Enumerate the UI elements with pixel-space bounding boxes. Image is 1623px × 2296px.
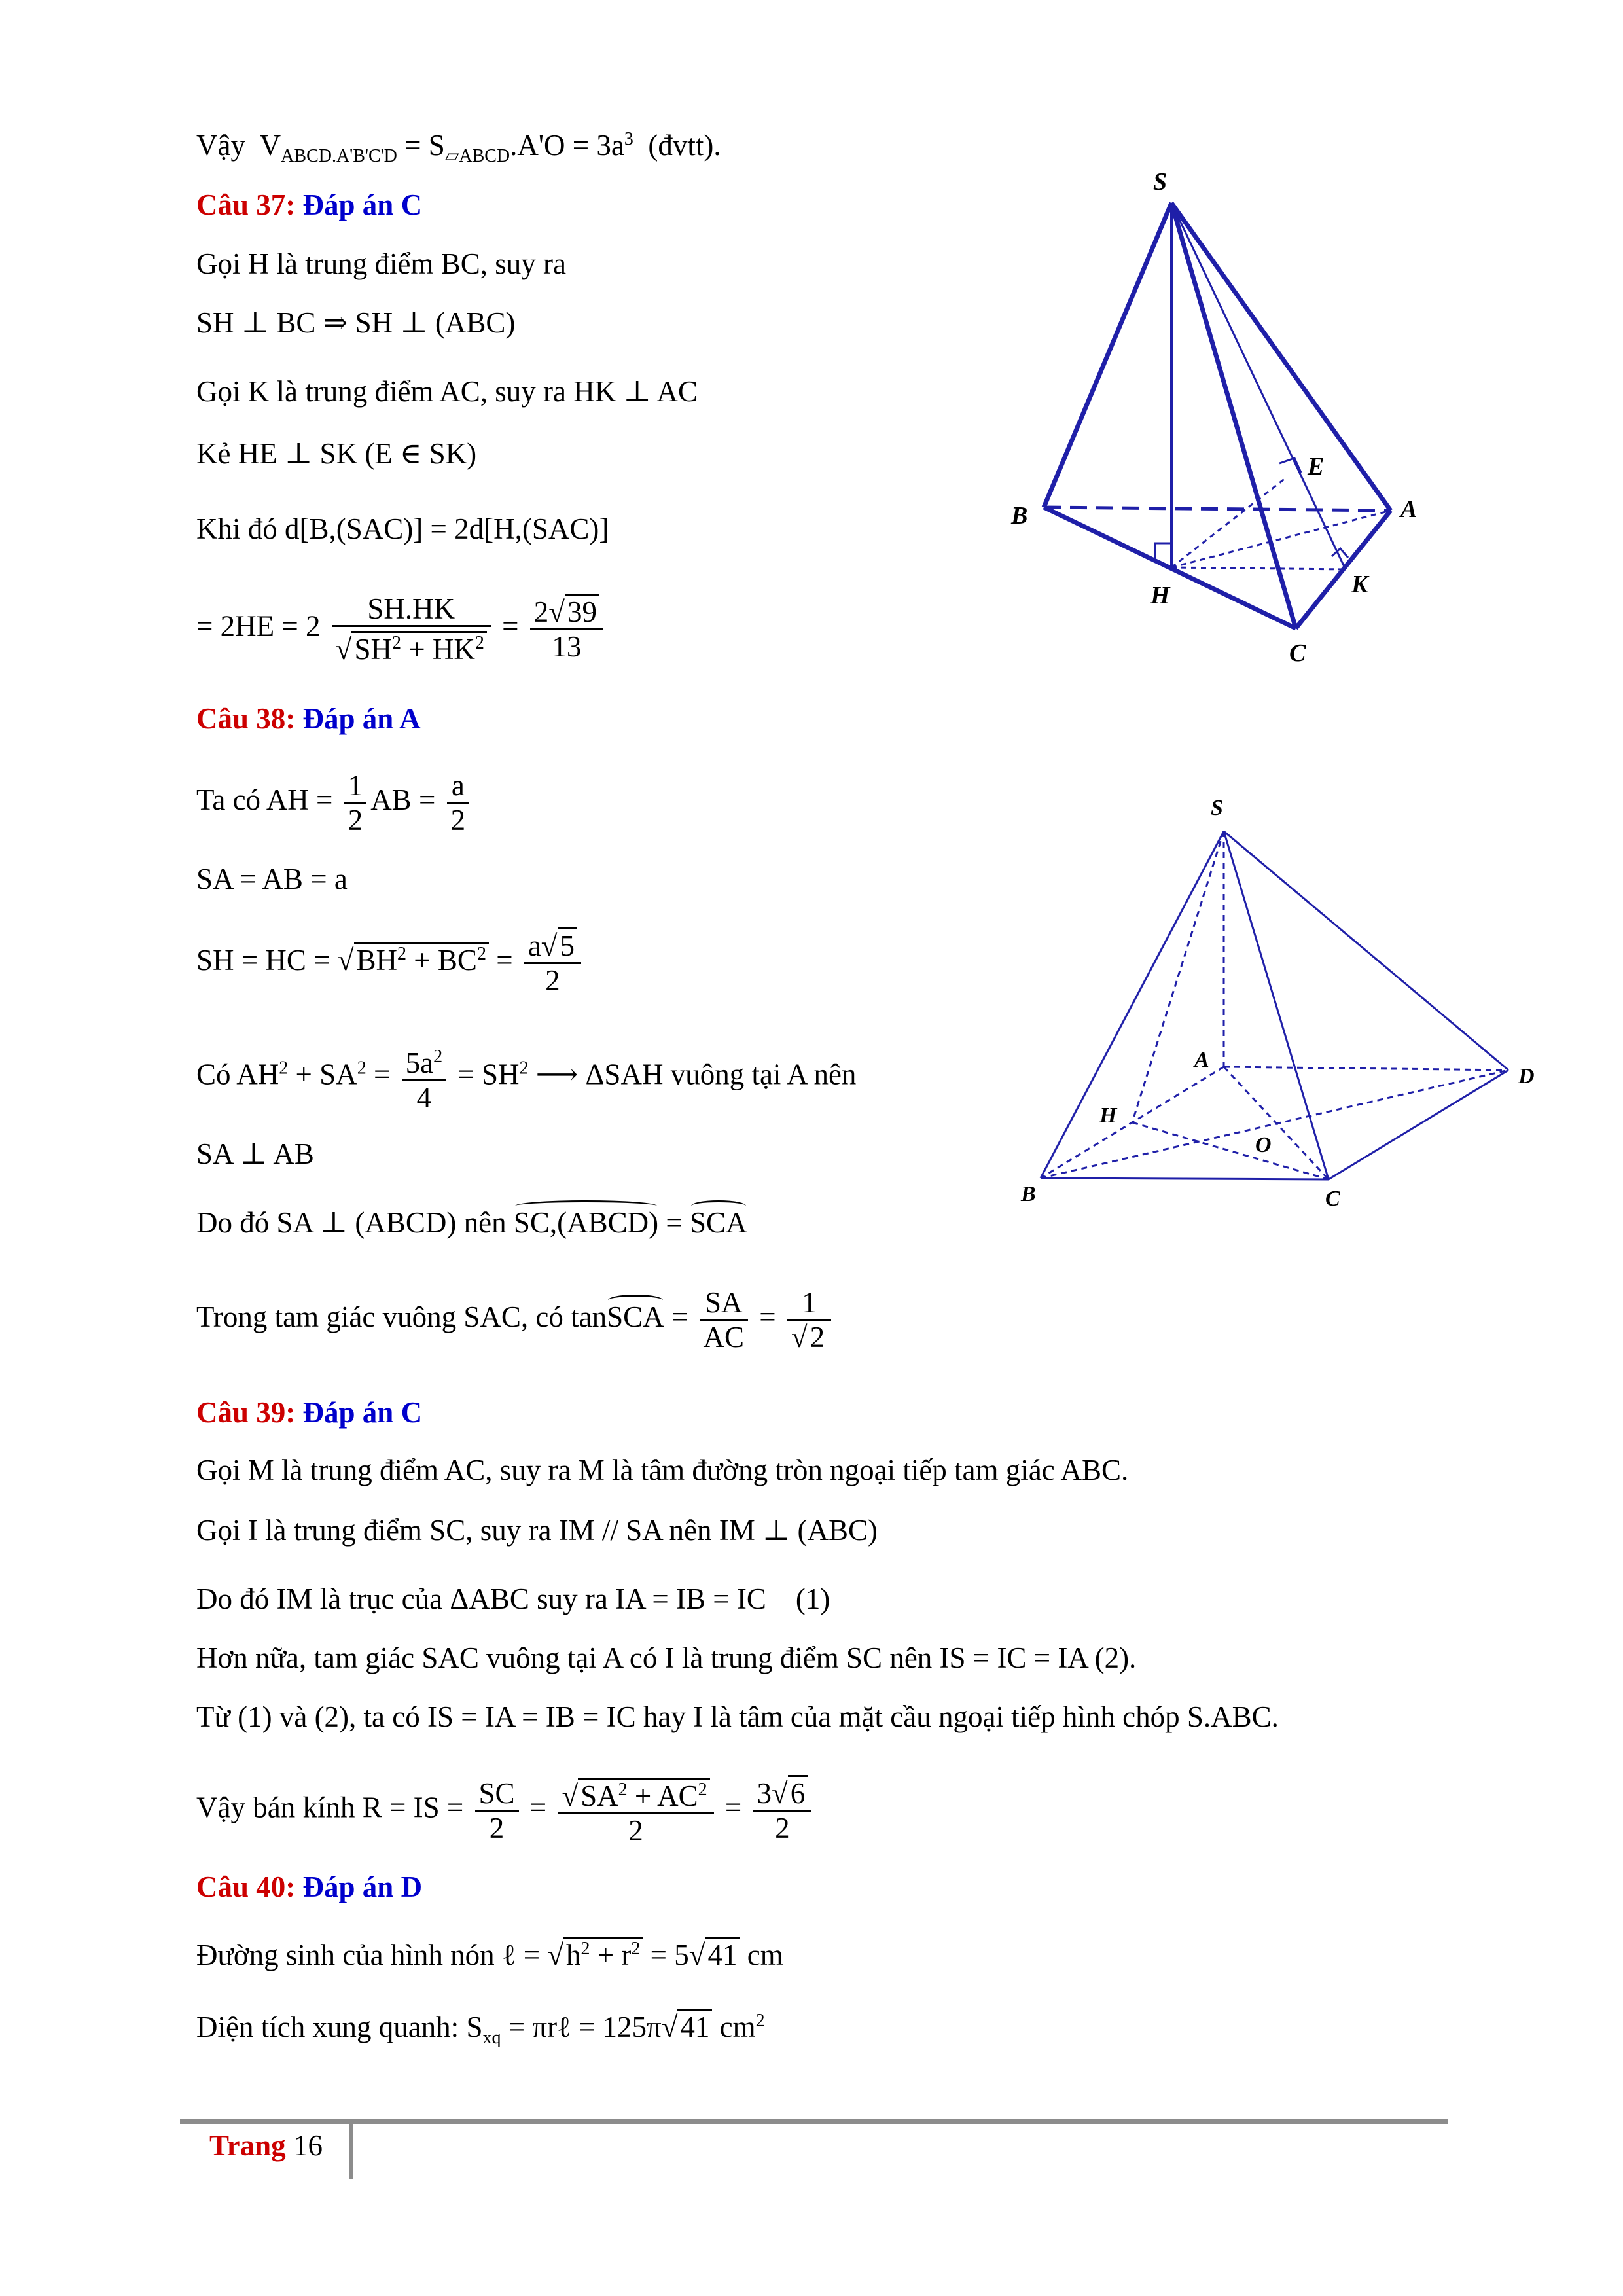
q40-line-2: Diện tích xung quanh: $S_{xq}$ = πrℓ = 125π√41 $cm^2$ bbox=[196, 2003, 765, 2056]
edge-SC bbox=[1171, 203, 1296, 628]
q37-line-3: Gọi K là trung điểm AC, suy ra HK ⊥ AC bbox=[196, 375, 698, 408]
q38-line-4: Có $AH^2 + SA^2$ = $\frac{5a^2}{4}$ = $SH^2$ ⟶ ΔSAH vuông tại A nên bbox=[196, 1041, 856, 1114]
q39-line-2: Gọi I là trung điểm SC, suy ra IM // SA nên IM ⊥ (ABC) bbox=[196, 1514, 878, 1547]
page-number: Trang 16 bbox=[209, 2129, 323, 2162]
edge-BA bbox=[1044, 507, 1391, 511]
label-A: A bbox=[1400, 495, 1418, 523]
segment-SK bbox=[1171, 203, 1346, 569]
footer-divider bbox=[349, 2124, 353, 2179]
q38-line-5: SA ⊥ AB bbox=[196, 1138, 314, 1170]
q38-heading: Câu 38: Đáp án A bbox=[196, 702, 421, 735]
segment-HA bbox=[1171, 511, 1391, 567]
q37-line-1: Gọi H là trung điểm BC, suy ra bbox=[196, 247, 566, 280]
label-S: S bbox=[1211, 796, 1223, 820]
q38-line-1: Ta có AH = $\frac{1}{2}$ AB = $\frac{a}{2}$ bbox=[196, 769, 473, 836]
q39-line-4: Hơn nữa, tam giác SAC vuông tại A có I là trung điểm SC nên IS = IC = IA (2). bbox=[196, 1641, 1137, 1674]
label-H: H bbox=[1150, 582, 1170, 609]
label-A: A bbox=[1194, 1048, 1209, 1072]
label-B: B bbox=[1021, 1182, 1036, 1206]
q39-line-6: Vậy bán kính R = IS = $\frac{SC}{2}$ = $\frac{√SA^2 + AC^2}{2}$ = $\frac{3√6}{2}$ bbox=[196, 1774, 815, 1847]
pyramid-figure-q38 bbox=[1008, 792, 1571, 1217]
edge-SD bbox=[1224, 831, 1508, 1070]
edge-BC bbox=[1041, 1178, 1329, 1179]
q38-line-2: SA = AB = a bbox=[196, 863, 348, 895]
q39-line-5: Từ (1) và (2), ta có IS = IA = IB = IC hay I là tâm của mặt cầu ngoại tiếp hình chóp S.ABC. bbox=[196, 1700, 1279, 1733]
volume-conclusion-line: Vậy $V_{ABCD.A'B'C'D} = S_{▱ABCD}.A'O = 3a^3$ (đvtt). bbox=[196, 129, 721, 166]
q40-line-1: Đường sinh của hình nón ℓ = $√h^2 + r^2 = 5√41$ cm bbox=[196, 1931, 783, 1973]
label-S: S bbox=[1153, 168, 1168, 196]
label-D: D bbox=[1518, 1064, 1535, 1088]
segment-HK bbox=[1171, 567, 1346, 569]
q37-heading: Câu 37: Đáp án C bbox=[196, 188, 423, 221]
q37-line-2: SH ⊥ BC ⇒ SH ⊥ (ABC) bbox=[196, 306, 516, 339]
q38-line-7: Trong tam giác vuông SAC, có tanSCA = $\frac{SA}{AC}$ = $\frac{1}{√2}$ bbox=[196, 1286, 835, 1354]
footer-rule bbox=[180, 2119, 1448, 2124]
edge-CD bbox=[1329, 1070, 1508, 1179]
label-K: K bbox=[1351, 571, 1368, 598]
q40-heading: Câu 40: Đáp án D bbox=[196, 1871, 423, 1903]
label-O: O bbox=[1255, 1133, 1272, 1157]
q37-formula: = 2HE = 2 $\frac{SH.HK}{√SH^2 + HK^2}$ = $\frac{2√39}{13}$ bbox=[196, 592, 607, 666]
edge-SB bbox=[1041, 831, 1224, 1178]
q39-line-1: Gọi M là trung điểm AC, suy ra M là tâm đường tròn ngoại tiếp tam giác ABC. bbox=[196, 1454, 1129, 1486]
label-E: E bbox=[1308, 453, 1325, 480]
edge-SA bbox=[1171, 203, 1391, 511]
segment-HE bbox=[1171, 478, 1286, 567]
label-H: H bbox=[1099, 1103, 1117, 1128]
segment-HC bbox=[1132, 1122, 1329, 1179]
label-C: C bbox=[1325, 1187, 1340, 1211]
label-B: B bbox=[1011, 502, 1028, 529]
q39-heading: Câu 39: Đáp án C bbox=[196, 1396, 423, 1429]
edge-BC bbox=[1044, 507, 1296, 628]
edge-AD bbox=[1224, 1067, 1508, 1070]
edge-SC bbox=[1224, 831, 1329, 1179]
edge-SB bbox=[1044, 203, 1171, 507]
q38-line-6: Do đó SA ⊥ (ABCD) nên SC,(ABCD) = SCA bbox=[196, 1204, 747, 1241]
pyramid-figure-q37 bbox=[982, 151, 1472, 687]
q39-line-3: Do đó IM là trục của ΔABC suy ra IA = IB = IC (1) bbox=[196, 1583, 830, 1615]
label-C: C bbox=[1289, 639, 1306, 667]
q37-line-5: Khi đó d[B,(SAC)] = 2d[H,(SAC)] bbox=[196, 512, 609, 545]
q37-line-4: Kẻ HE ⊥ SK (E ∈ SK) bbox=[196, 437, 477, 470]
right-angle-H bbox=[1155, 543, 1171, 560]
q38-line-3: SH = HC = $√BH^2 + BC^2$ = $\frac{a√5}{2}$ bbox=[196, 929, 585, 997]
